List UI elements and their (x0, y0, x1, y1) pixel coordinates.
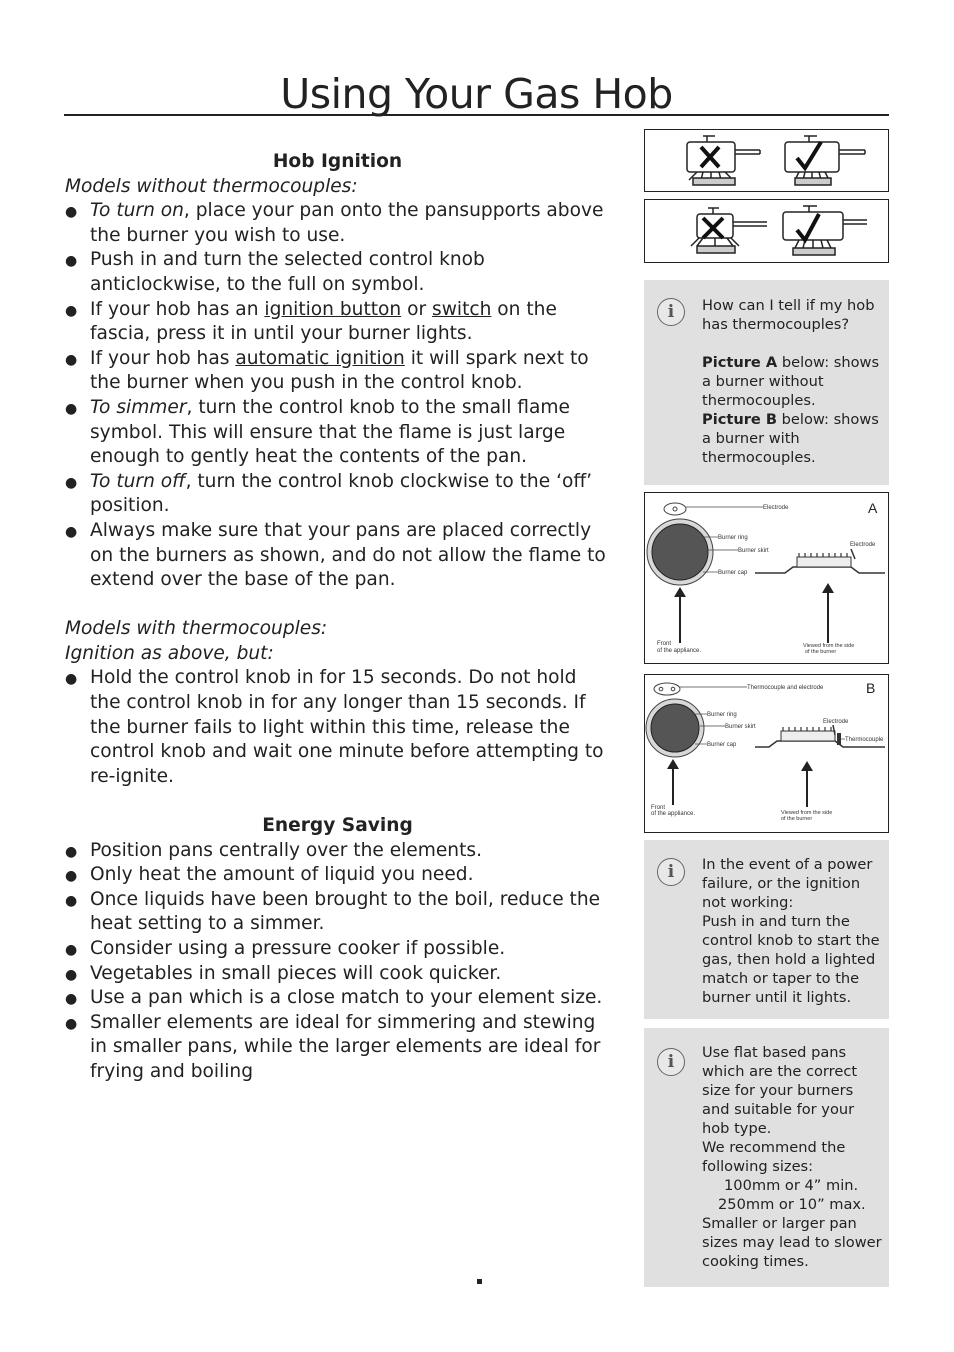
picture-a-note: Picture A below: shows a burner without thermocouples. (702, 354, 880, 409)
burner-diagram-b-drawing (645, 675, 887, 831)
info-icon: i (657, 858, 685, 886)
power-failure-text: In the event of a power failure, or the ignition not working: (702, 856, 873, 911)
label-front: Front (657, 641, 672, 647)
list-item: ● Use a pan which is a close match to your element size. (65, 986, 610, 1011)
label-burner-ring: Burner ring (718, 535, 748, 541)
list-item: ● Vegetables in small pieces will cook quicker. (65, 962, 610, 987)
label-electrode: Electrode (763, 505, 789, 511)
list-item: ● Position pans centrally over the elements. (65, 839, 610, 864)
list-item: ● Consider using a pressure cooker if possible. (65, 937, 610, 962)
label-electrode-side: Electrode (823, 719, 849, 725)
list-item: ● To simmer, turn the control knob to the small flame symbol. This will ensure that the flame is just large enough to gently heat the contents of the pan. (65, 396, 610, 470)
burner-diagram-a (644, 492, 889, 664)
subhead-ignition-as-above: Ignition as above, but: (65, 642, 274, 664)
pan-on-burner-icon (645, 130, 887, 190)
info-icon: i (657, 298, 685, 326)
power-failure-info-panel (644, 840, 889, 1019)
label-burner-cap: Burner cap (707, 742, 737, 748)
list-item: ● If your hob has an ignition button or switch on the fascia, press it in until your burner lights. (65, 298, 610, 347)
list-item: ● To turn on, place your pan onto the pansupports above the burner you wish to use. (65, 199, 610, 248)
ignition-list (65, 199, 610, 593)
label-side-view: Viewed from the side (781, 810, 833, 816)
label-side-view-2: of the burner (781, 816, 813, 822)
list-item: ● Smaller elements are ideal for simmering and stewing in smaller pans, while the larger elements are ideal for frying and boiling (65, 1011, 610, 1085)
info-icon: i (657, 1048, 685, 1076)
picture-b-note: Picture B below: shows a burner with thermocouples. (702, 411, 879, 466)
label-front-2: of the appliance. (657, 648, 702, 654)
thermocouple-question: How can I tell if my hob has thermocouples? (702, 297, 875, 333)
label-electrode-side: Electrode (850, 542, 876, 548)
pan-placement-illustration-2 (644, 199, 889, 263)
subhead-with-thermocouples: Models with thermocouples: (65, 618, 328, 640)
label-thermocouple: Thermocouple (845, 737, 884, 743)
pan-size-icon (645, 200, 887, 261)
title-rule (64, 114, 889, 116)
pan-advice-text: Use flat based pans which are the correct size for your burners and suitable for your hob type. (702, 1044, 858, 1137)
list-item: ● Always make sure that your pans are placed correctly on the burners as shown, and do not allow the flame to extend over the base of the pan. (65, 519, 610, 593)
label-burner-skirt: Burner skirt (738, 548, 769, 554)
label-front-2: of the appliance. (651, 811, 696, 817)
list-item: ● Only heat the amount of liquid you need. (65, 863, 610, 888)
label-burner-cap: Burner cap (718, 570, 748, 576)
max-size: 250mm or 10” max. (718, 1196, 866, 1213)
pan-size-warning: Smaller or larger pan sizes may lead to slower cooking times. (702, 1215, 882, 1270)
page-marker (477, 1279, 482, 1284)
list-item: ● Once liquids have been brought to the boil, reduce the heat setting to a simmer. (65, 888, 610, 937)
pan-size-info-panel (644, 1028, 889, 1287)
min-size: 100mm or 4” min. (724, 1177, 859, 1194)
recommend-text: We recommend the following sizes: (702, 1139, 846, 1175)
label-burner-skirt: Burner skirt (725, 724, 756, 730)
list-item: ● Hold the control knob in for 15 seconds. Do not hold the control knob in for any longer than 15 seconds. If the burner fails to light within this time, release the control knob and wait one minute before attempting to re-ignite. (65, 666, 610, 789)
main-column (65, 150, 610, 1085)
hob-ignition-heading: Hob Ignition (272, 151, 403, 172)
label-side-view-2: of the burner (805, 649, 837, 655)
label-thermocouple-electrode: Thermocouple and electrode (747, 685, 824, 691)
energy-list (65, 839, 610, 1085)
label-front: Front (651, 805, 666, 811)
thermocouple-list (65, 666, 610, 789)
pan-placement-illustration-1 (644, 129, 889, 192)
energy-saving-heading: Energy Saving (262, 815, 413, 837)
subhead-without-thermocouples: Models without thermocouples: (65, 175, 358, 197)
diagram-letter: B (866, 680, 876, 696)
burner-diagram-a-drawing (645, 493, 887, 662)
burner-diagram-b (644, 674, 889, 833)
diagram-letter: A (868, 500, 878, 516)
list-item: ● Push in and turn the selected control knob anticlockwise, to the full on symbol. (65, 248, 610, 297)
label-side-view: Viewed from the side (803, 643, 855, 649)
manual-ignition-text: Push in and turn the control knob to start the gas, then hold a lighted match or taper to the burner until it lights. (702, 913, 880, 1006)
list-item: ● If your hob has automatic ignition it will spark next to the burner when you push in the control knob. (65, 347, 610, 396)
page-title: Using Your Gas Hob (280, 70, 673, 118)
list-item: ● To turn off, turn the control knob clockwise to the ‘off’ position. (65, 470, 610, 519)
label-burner-ring: Burner ring (707, 712, 737, 718)
thermocouple-info-panel (644, 280, 889, 485)
